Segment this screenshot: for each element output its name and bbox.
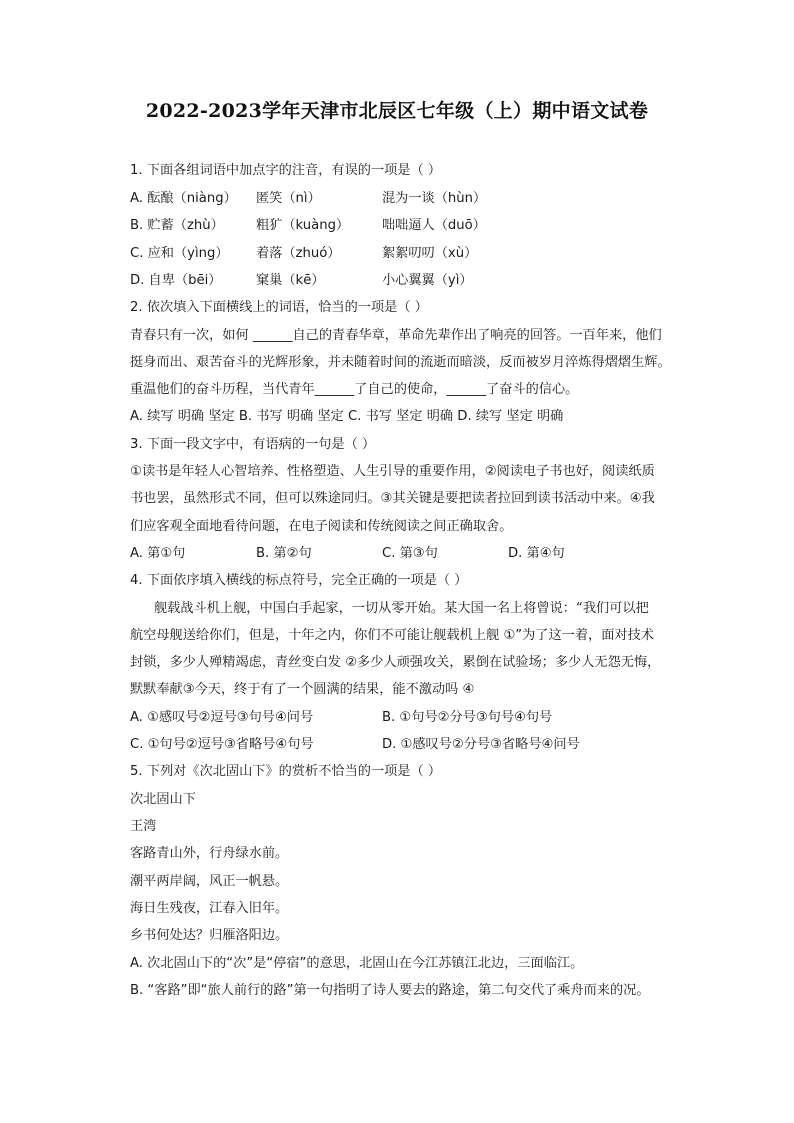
question-1-option-a <box>130 190 508 208</box>
question-4-options-ab <box>130 709 552 727</box>
option-c-word-3: 絮絮叨叨（xù） <box>382 246 478 261</box>
question-3-passage-line-3: 们应客观全面地看待问题，在电子阅读和传统阅读之间正确取舍。 <box>130 519 513 534</box>
question-1-stem: 1. 下面各组词语中加点字的注音，有误的一项是（ ） <box>130 163 442 178</box>
option-a-word-3: 混为一谈（hùn） <box>382 191 487 206</box>
option-a-word-2: 匿笑（nì） <box>256 191 321 206</box>
question-4-passage-line-1: 舰载战斗机上舰，中国白手起家，一切从零开始。某大国一名上将曾说：“我们可以把 <box>154 601 649 616</box>
option-c-word-1: C. 应和（yìng） <box>130 246 229 261</box>
question-4-passage-line-3: 封锁，多少人殚精竭虑，青丝变白发 ②多少人顽强攻关，累倒在试验场；多少人无怨无悔， <box>130 655 661 670</box>
poem-title: 次北固山下 <box>130 792 196 807</box>
question-3-options <box>130 545 565 563</box>
question-4-option-a: A. ①感叹号②逗号③句号④问号 <box>130 710 314 725</box>
question-2-stem: 2. 依次填入下面横线上的词语，恰当的一项是（ ） <box>130 300 428 315</box>
option-b-word-2: 粗犷（kuàng） <box>256 218 350 233</box>
poem-line-4: 乡书何处达？归雁洛阳边。 <box>130 928 289 943</box>
question-4-passage-line-2: 航空母舰送给你们，但是，十年之内，你们不可能让舰载机上舰 ①”为了这一着，面对技术 <box>130 628 654 643</box>
question-4-option-d: D. ①感叹号②分号③省略号④问号 <box>382 737 580 752</box>
question-2-passage-line-2: 挺身而出、艰苦奋斗的光辉形象，并未随着时间的流逝而暗淡，反而被岁月淬炼得熠熠生辉。 <box>130 355 671 370</box>
exam-title: 2022-2023学年天津市北辰区七年级（上）期中语文试卷 <box>145 100 649 122</box>
poem-author: 王湾 <box>130 819 157 834</box>
poem-line-2: 潮平两岸阔，风正一帆悬。 <box>130 874 289 889</box>
question-1-option-b <box>130 217 508 235</box>
option-b-word-3: 咄咄逼人（duō） <box>382 218 486 233</box>
question-1-option-c <box>130 245 508 263</box>
question-3-stem: 3. 下面一段文字中，有语病的一句是（ ） <box>130 437 376 452</box>
option-d-word-3: 小心翼翼（yì） <box>382 273 473 288</box>
option-d-word-2: 窠巢（kē） <box>256 273 325 288</box>
option-c-word-2: 着落（zhuó） <box>256 246 341 261</box>
poem-line-1: 客路青山外，行舟绿水前。 <box>130 846 289 861</box>
poem-line-3: 海日生残夜，江春入旧年。 <box>130 901 289 916</box>
question-4-passage-line-4: 默默奉献③今天，终于有了一个圆满的结果，能不激动吗 ④ <box>130 682 475 697</box>
question-3-passage-line-1: ①读书是年轻人心智培养、性格塑造、人生引导的重要作用，②阅读电子书也好，阅读纸质 <box>130 464 655 479</box>
question-3-option-d: D. 第④句 <box>508 546 565 561</box>
question-4-option-c: C. ①句号②逗号③省略号④句号 <box>130 737 314 752</box>
question-5-option-a: A. 次北固山下的“次”是“停宿”的意思，北固山在今江苏镇江北边，三面临江。 <box>130 956 584 971</box>
question-3-option-c: C. 第③句 <box>382 546 438 561</box>
question-5-option-b: B. “客路”即“旅人前行的路”第一句指明了诗人要去的路途，第二句交代了乘舟而来的况。 <box>130 983 650 998</box>
question-2-passage-line-1: 青春只有一次，如何 ______自己的青春华章，革命先辈作出了响亮的回答。一百年来，他们 <box>130 328 662 343</box>
question-1-option-d <box>130 272 508 290</box>
question-2-options: A. 续写 明确 坚定 B. 书写 明确 坚定 C. 书写 坚定 明确 D. 续写 坚定 明确 <box>130 409 564 424</box>
question-3-option-b: B. 第②句 <box>256 546 312 561</box>
option-d-word-1: D. 自卑（bēi） <box>130 273 222 288</box>
question-3-passage-line-2: 书也罢，虽然形式不同，但可以殊途同归。③其关键是要把读者拉回到读书活动中来。④我 <box>130 491 655 506</box>
question-4-option-b: B. ①句号②分号③句号④句号 <box>382 710 553 725</box>
question-4-stem: 4. 下面依序填入横线的标点符号，完全正确的一项是（ ） <box>130 573 468 588</box>
option-a-word-1: A. 酝酿（niàng） <box>130 191 237 206</box>
question-2-passage-line-3: 重温他们的奋斗历程，当代青年______了自己的使命，______了奋斗的信心。 <box>130 382 579 397</box>
question-3-option-a: A. 第①句 <box>130 546 186 561</box>
question-4-options-cd <box>130 736 580 754</box>
question-5-stem: 5. 下列对《次北固山下》的赏析不恰当的一项是（ ） <box>130 764 442 779</box>
option-b-word-1: B. 贮蓄（zhù） <box>130 218 224 233</box>
